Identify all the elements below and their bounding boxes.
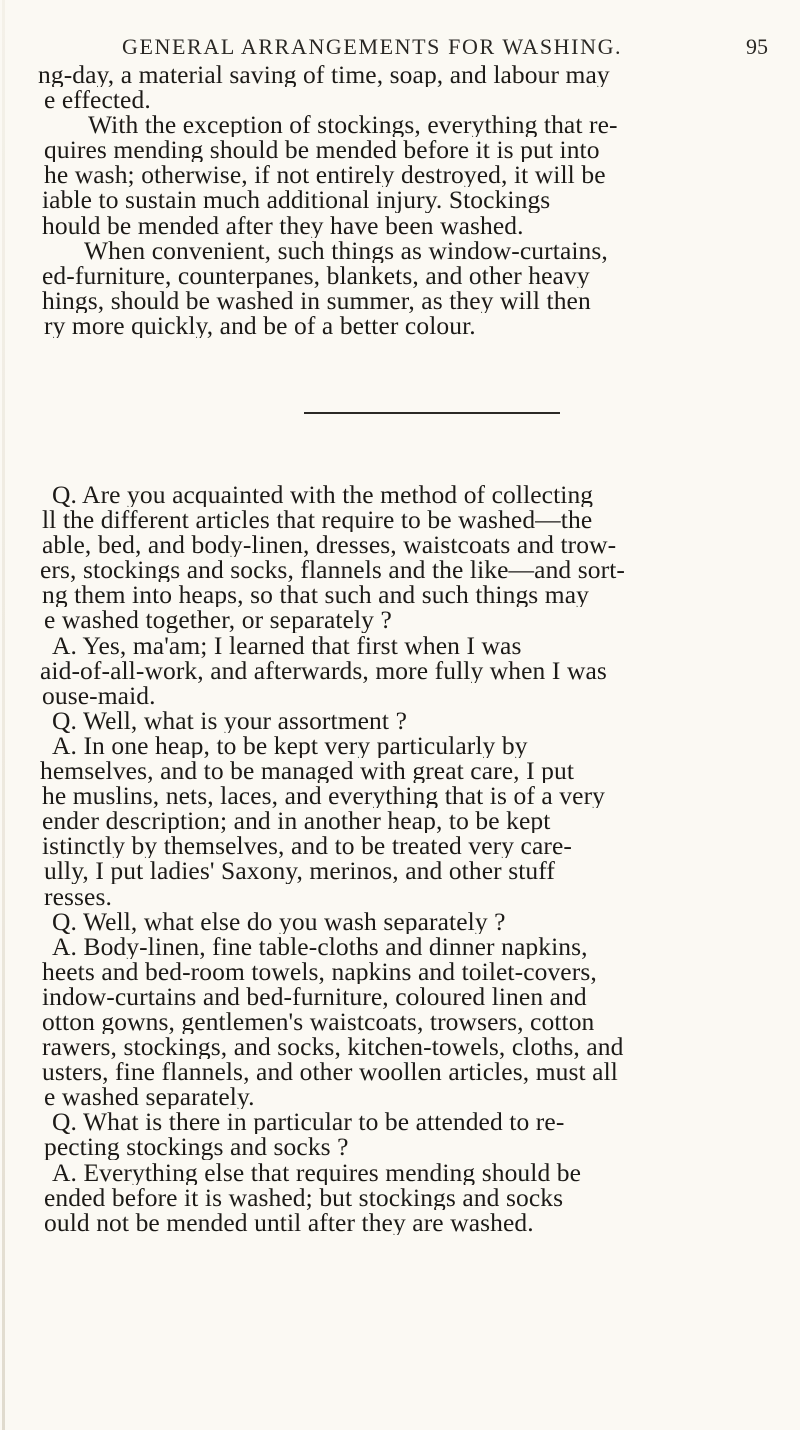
text-line: When convenient, such things as window-curtains, (84, 237, 608, 263)
text-line: aid-of-all-work, and afterwards, more fully when I was (40, 657, 607, 683)
running-head (0, 26, 800, 66)
text-line: e washed separately. (44, 1084, 255, 1110)
question-line: Q. Well, what is your assortment ? (52, 707, 407, 733)
paragraph-washing-advice (38, 62, 800, 338)
text-line: ed-furniture, counterpanes, blankets, and other heavy (42, 262, 590, 288)
text-line: usters, fine flannels, and other woollen articles, must all (42, 1059, 618, 1085)
text-line: he wash; otherwise, if not entirely destroyed, it will be (44, 162, 606, 188)
answer-line: A. In one heap, to be kept very particularly by (52, 732, 528, 759)
text-line: ers, stockings and socks, flannels and the like—and sort- (40, 557, 625, 583)
question-line: Q. What is there in particular to be attended to re- (52, 1109, 565, 1135)
question-line: Q. Well, what else do you wash separately ? (52, 908, 506, 934)
text-line: ry more quickly, and be of a better colour. (44, 312, 476, 339)
text-line: otton gowns, gentlemen's waistcoats, trowsers, cotton (42, 1008, 595, 1035)
text-line: ended before it is washed; but stockings and socks (44, 1184, 564, 1210)
text-line: rawers, stockings, and socks, kitchen-towels, cloths, and (42, 1034, 624, 1060)
dialogue-section (32, 482, 800, 1235)
text-line: e washed together, or separately ? (44, 607, 392, 633)
answer-line: A. Body-linen, fine table-cloths and dinner napkins, (52, 933, 588, 959)
question-line: Q. Are you acquainted with the method of collecting (52, 482, 594, 508)
text-line: ll the different articles that require to be washed—the (42, 507, 593, 533)
text-line: hings, should be washed in summer, as they will then (42, 287, 591, 313)
text-line: iable to sustain much additional injury. Stockings (42, 187, 551, 213)
text-line: quires mending should be mended before it is put into (44, 137, 600, 163)
text-line: hould be mended after they have been washed. (42, 212, 524, 238)
text-line: ould not be mended until after they are washed. (44, 1209, 534, 1235)
text-line: he muslins, nets, laces, and everything that is of a very (42, 783, 606, 809)
section-divider (304, 412, 560, 414)
text-line: pecting stockings and socks ? (44, 1134, 349, 1160)
text-line: With the exception of stockings, everything that re- (88, 112, 618, 138)
text-line: ng them into heaps, so that such and such things may (42, 582, 589, 608)
text-line: ng-day, a material saving of time, soap, and labour may (38, 62, 610, 88)
text-line: resses. (44, 883, 112, 909)
running-title: GENERAL ARRANGEMENTS FOR WASHING. (122, 34, 623, 59)
text-line: heets and bed-room towels, napkins and toilet-covers, (42, 958, 597, 984)
text-line: ouse-maid. (42, 682, 156, 708)
page-gutter (2, 0, 5, 1430)
text-line: e effected. (44, 87, 151, 113)
answer-line: A. Everything else that requires mending should be (52, 1159, 582, 1185)
text-line: ully, I put ladies' Saxony, merinos, and other stuff (44, 858, 555, 884)
text-line: able, bed, and body-linen, dresses, waistcoats and trow- (42, 532, 617, 558)
text-line: ender description; and in another heap, to be kept (42, 808, 551, 834)
text-line: hemselves, and to be managed with great care, I put (40, 758, 575, 784)
answer-line: A. Yes, ma'am; I learned that first when I was (52, 632, 522, 658)
text-line: indow-curtains and bed-furniture, coloured linen and (42, 983, 587, 1009)
text-line: istinctly by themselves, and to be treated very care- (42, 833, 572, 859)
page-number: 95 (746, 34, 768, 59)
